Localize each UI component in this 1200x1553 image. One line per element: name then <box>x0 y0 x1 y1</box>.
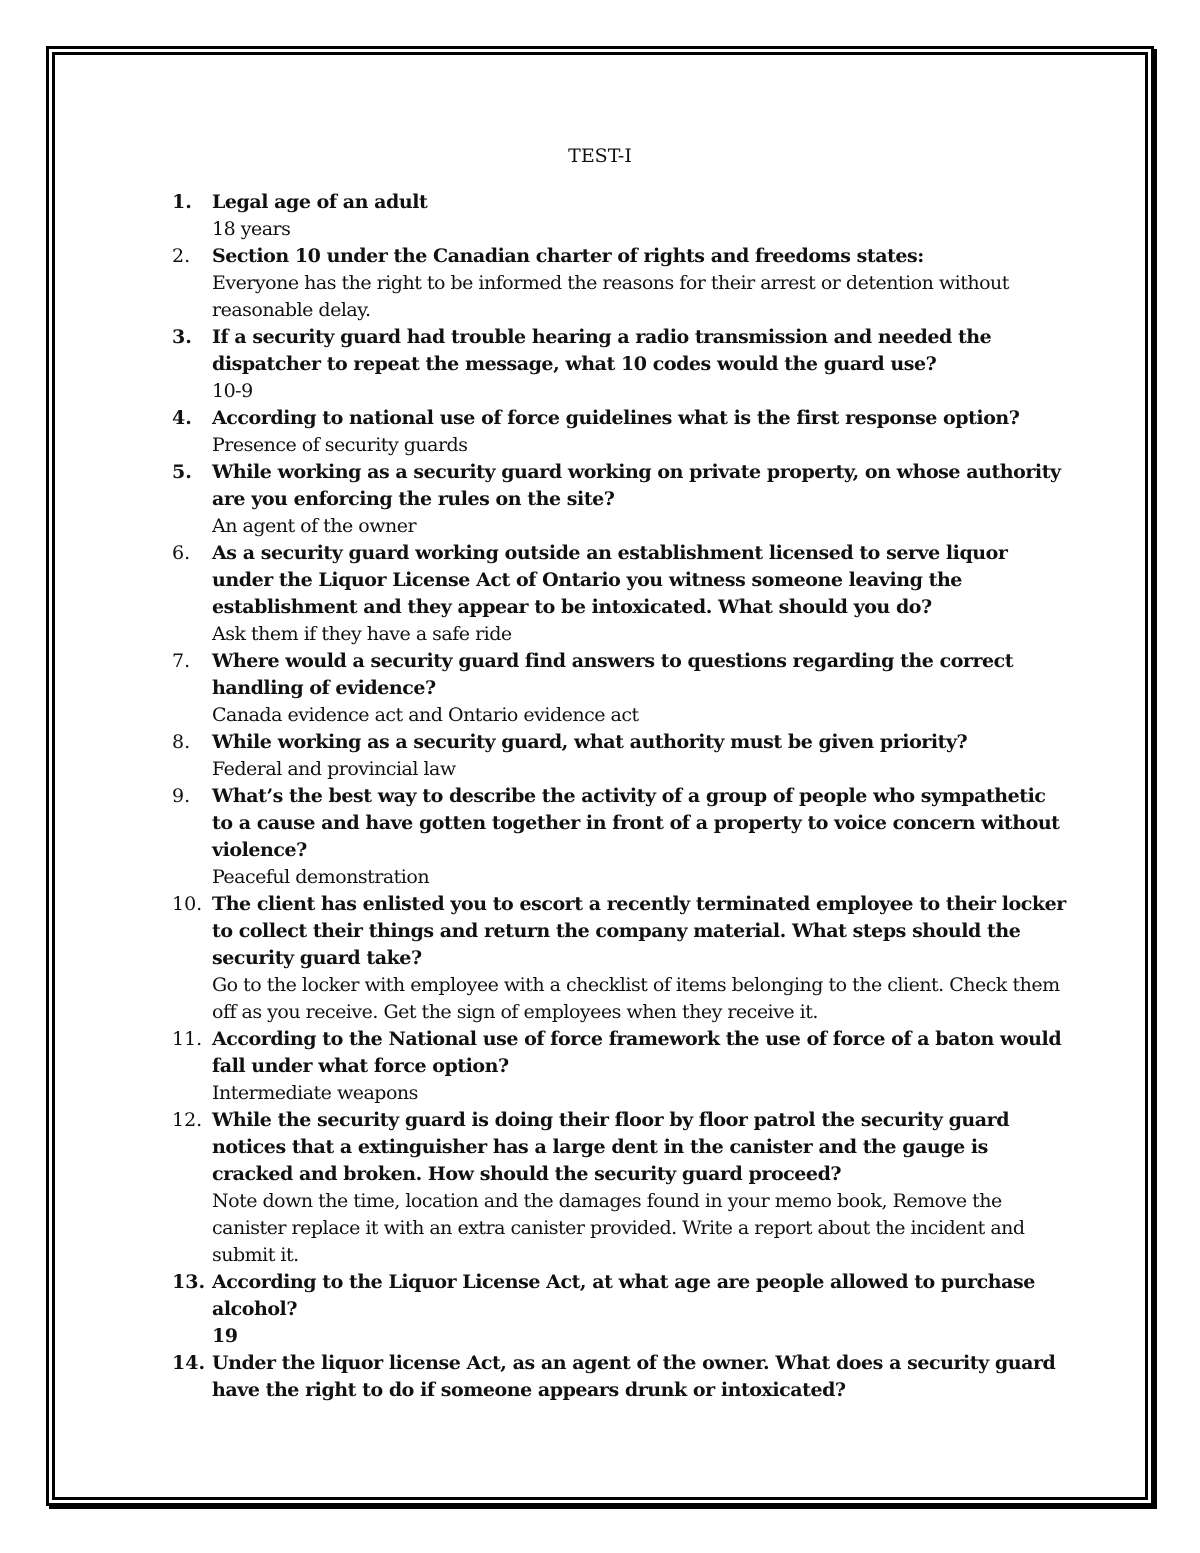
question-number: 11. <box>172 1028 203 1050</box>
document-title: TEST-I <box>568 145 632 167</box>
question-item-13 <box>172 1269 1072 1350</box>
question-text: If a security guard had trouble hearing a radio transmission and needed the dispatcher to repeat the message, what 10 codes would the guard use? <box>212 326 992 375</box>
question-number: 9. <box>172 785 191 807</box>
question-text: According to the National use of force framework the use of force of a baton would fall under what force option? <box>212 1028 1062 1077</box>
answer-text: Federal and provincial law <box>212 758 456 780</box>
question-item-2 <box>172 243 1072 324</box>
question-text: The client has enlisted you to escort a recently terminated employee to their locker to collect their things and return the company material. What steps should the security guard take? <box>212 893 1066 969</box>
question-text: Section 10 under the Canadian charter of rights and freedoms states: <box>212 245 924 267</box>
question-number: 10. <box>172 893 203 915</box>
question-number: 2. <box>172 245 191 267</box>
question-number: 13. <box>172 1271 206 1293</box>
question-text: While the security guard is doing their floor by floor patrol the security guard notices that a extinguisher has a large dent in the canister and the gauge is cracked and broken. How should the security guard proceed? <box>212 1109 1010 1185</box>
answer-text: 10-9 <box>212 380 253 402</box>
question-number: 1. <box>172 191 192 213</box>
answer-text: Intermediate weapons <box>212 1082 418 1104</box>
answer-text: 18 years <box>212 218 291 240</box>
question-number: 4. <box>172 407 192 429</box>
question-item-4 <box>172 405 1072 459</box>
question-item-12 <box>172 1107 1072 1269</box>
question-item-14 <box>172 1350 1072 1404</box>
question-number: 12. <box>172 1109 203 1131</box>
answer-text: Go to the locker with employee with a checklist of items belonging to the client. Check them off as you receive. Get the sign of employees when they receive it. <box>212 974 1060 1023</box>
question-text: While working as a security guard working on private property, on whose authority are you enforcing the rules on the site? <box>212 461 1061 510</box>
question-text: According to national use of force guidelines what is the first response option? <box>212 407 1020 429</box>
answer-text: Ask them if they have a safe ride <box>212 623 512 645</box>
question-text: While working as a security guard, what authority must be given priority? <box>212 731 968 753</box>
question-number: 8. <box>172 731 191 753</box>
answer-text: Presence of security guards <box>212 434 468 456</box>
question-item-5 <box>172 459 1072 540</box>
question-number: 3. <box>172 326 192 348</box>
question-list <box>172 189 1072 1404</box>
question-item-9 <box>172 783 1072 891</box>
question-text: According to the Liquor License Act, at what age are people allowed to purchase alcohol? <box>212 1271 1035 1320</box>
question-text: As a security guard working outside an establishment licensed to serve liquor under the Liquor License Act of Ontario you witness someone leaving the establishment and they appear to be intoxicated. What should you do? <box>212 542 1008 618</box>
answer-text: Note down the time, location and the damages found in your memo book, Remove the canister replace it with an extra canister provided. Write a report about the incident and submit it. <box>212 1190 1025 1266</box>
question-item-10 <box>172 891 1072 1026</box>
answer-text: Peaceful demonstration <box>212 866 430 888</box>
question-text: Legal age of an adult <box>212 191 428 213</box>
question-number: 5. <box>172 461 192 483</box>
question-text: What’s the best way to describe the activity of a group of people who sympathetic to a cause and have gotten together in front of a property to voice concern without violence? <box>212 785 1060 861</box>
answer-text: An agent of the owner <box>212 515 417 537</box>
question-item-7 <box>172 648 1072 729</box>
question-item-11 <box>172 1026 1072 1107</box>
question-number: 6. <box>172 542 191 564</box>
answer-text: 19 <box>212 1325 238 1347</box>
question-text: Under the liquor license Act, as an agent of the owner. What does a security guard have the right to do if someone appears drunk or intoxicated? <box>212 1352 1056 1401</box>
question-number: 7. <box>172 650 191 672</box>
question-text: Where would a security guard find answers to questions regarding the correct handling of evidence? <box>212 650 1014 699</box>
question-item-8 <box>172 729 1072 783</box>
answer-text: Canada evidence act and Ontario evidence act <box>212 704 639 726</box>
answer-text: Everyone has the right to be informed the reasons for their arrest or detention without reasonable delay. <box>212 272 1009 321</box>
question-item-1 <box>172 189 1072 243</box>
question-number: 14. <box>172 1352 206 1374</box>
question-item-3 <box>172 324 1072 405</box>
question-item-6 <box>172 540 1072 648</box>
